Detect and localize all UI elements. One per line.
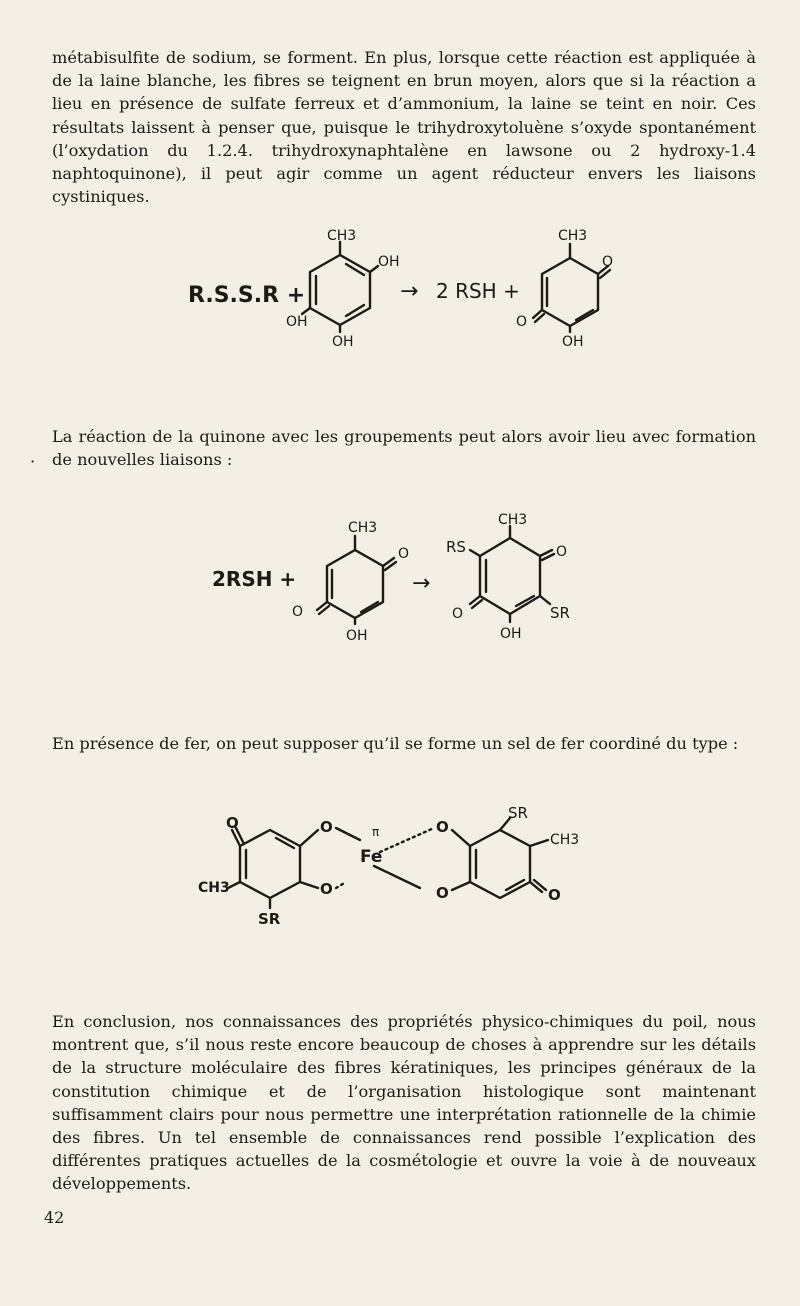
paragraph-quinone-reaction: La réaction de la quinone avec les groupements peut alors avoir lieu avec formation de nouvelles liaisons : [52, 427, 756, 470]
paragraph-metabisulfite: métabisulfite de sodium, se forment. En plus, lorsque cette réaction est appliquée à de la laine blanche, les fibres se teignent en brun moyen, alors que si la réaction a lieu en présence de sulfate ferreux et d’ammonium, la laine se teint en noir. Ces résultats laissent à penser que, puisque le trihydroxytoluène s’oxyde spontanément (l’oxydation du 1.2.4. trihydroxynaphtalène en lawsone ou 2 hydroxy-1.4 naphtoquinone), il peut agir comme un agent réducteur envers les liaisons cystiniques. [52, 48, 756, 207]
reactant-rssr-label: R.S.S.R + [188, 283, 306, 308]
oxygen-label: O [292, 604, 304, 620]
iron-center [336, 825, 434, 888]
rs-label: RS [446, 538, 466, 556]
oxygen-label: O [548, 886, 561, 904]
oh-label: OH [562, 334, 584, 350]
oh-label: OH [378, 254, 400, 270]
reactant-2rsh-label: 2RSH + [212, 567, 297, 591]
oh-label: OH [332, 334, 354, 350]
left-quinone-ring [198, 814, 333, 928]
quinone-structure [292, 520, 409, 644]
reaction-scheme-thiol-addition [0, 510, 800, 650]
product-rsh-label: 2 RSH + [436, 279, 520, 303]
ch3-label: CH3 [348, 520, 378, 536]
oxygen-label: O [398, 546, 410, 562]
sr-label: SR [550, 604, 570, 622]
oxygen-label: O [320, 880, 333, 898]
margin-mark: · [30, 452, 36, 471]
sr-label: SR [258, 910, 281, 928]
oxygen-label: O [226, 814, 239, 832]
pi-bond-label: π [372, 825, 380, 839]
reaction-arrow: → [400, 279, 419, 304]
hydroxy-quinone-structure [516, 228, 613, 350]
reaction-arrow: → [412, 571, 431, 596]
paragraph-conclusion: En conclusion, nos connaissances des propriétés physico-chimiques du poil, nous montrent que, s’il nous reste encore beaucoup de choses à apprendre sur les détails de la structure moléculaire des fibres kératiniques, les principes généraux de la constitution chimique et de l’organisation histologique sont maintenant suffisamment clairs pour nous permettre une interprétation rationnelle de la chimie des fibres. Un tel ensemble de connaissances rend possible l’explication des différentes pratiques actuelles de la cosmétologie et ouvre la voie à de nouveaux développements. [52, 1012, 756, 1194]
oxygen-label: O [436, 884, 449, 902]
oxygen-label: O [516, 314, 528, 330]
reaction-scheme-reduction [0, 220, 800, 350]
ch3-label: CH3 [198, 880, 230, 896]
iron-label: Fe [360, 847, 383, 867]
oxygen-label: O [602, 254, 614, 270]
oh-label: OH [286, 314, 308, 330]
page-number: 42 [44, 1208, 65, 1227]
oxygen-label: O [556, 544, 568, 560]
ch3-label: CH3 [550, 832, 580, 848]
iron-coordination-complex [0, 800, 800, 935]
oxygen-label: O [320, 818, 333, 836]
ch3-label: CH3 [558, 228, 588, 244]
ch3-label: CH3 [327, 228, 357, 244]
sr-label: SR [508, 804, 528, 822]
paragraph-iron-salt: En présence de fer, on peut supposer qu’il se forme un sel de fer coordiné du type : [52, 734, 739, 753]
oh-label: OH [500, 626, 522, 642]
ch3-label: CH3 [498, 512, 528, 528]
oxygen-label: O [452, 606, 464, 622]
right-quinone-ring [436, 804, 579, 904]
oh-label: OH [346, 628, 368, 644]
bis-thioether-quinone-structure [446, 512, 570, 642]
oxygen-label: O [436, 818, 449, 836]
